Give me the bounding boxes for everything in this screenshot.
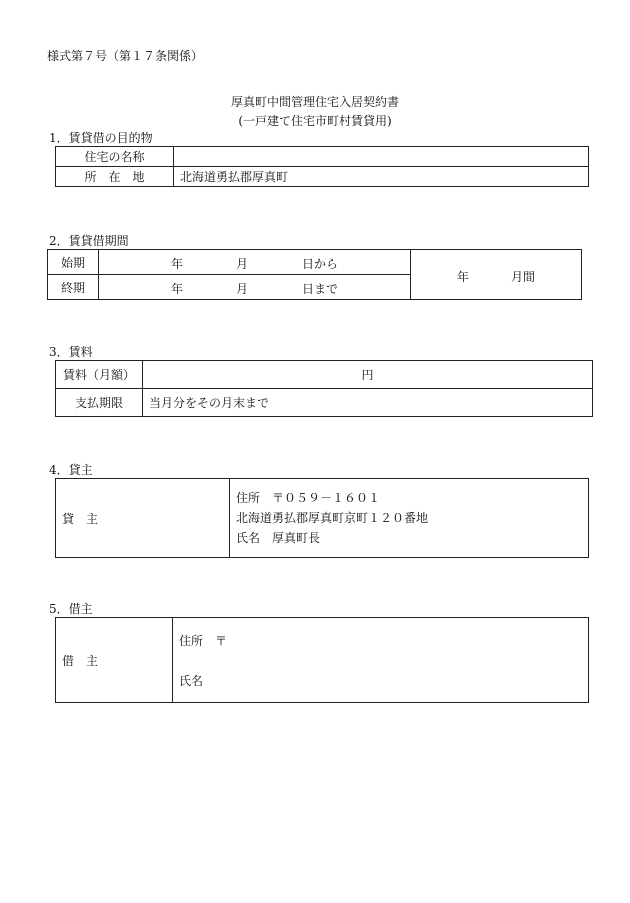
section5-heading: 5．借主 (49, 602, 93, 616)
duration-cell (411, 250, 582, 300)
table-row (56, 479, 589, 558)
table-row (56, 361, 593, 389)
lessee-address-line: 住所 〒 (179, 634, 228, 648)
document-title: 厚真町中間管理住宅入居契約書 (230, 95, 399, 109)
rent-label: 賃料（月額） (56, 361, 143, 389)
property-name-value (174, 147, 589, 167)
end-day-unit: 日まで (302, 282, 339, 296)
lessor-name: 氏名 厚真町長 (236, 531, 321, 545)
end-year-unit: 年 (171, 282, 184, 296)
lessor-address-line1: 住所 〒０５９－１６０１ (236, 491, 381, 505)
start-date-cell (99, 250, 411, 275)
duration-year-unit: 年 (457, 270, 470, 284)
lessee-table (55, 617, 589, 703)
table-row (56, 618, 589, 703)
due-value: 当月分をその月末まで (143, 389, 593, 417)
start-label: 始期 (48, 250, 99, 275)
table-row (56, 167, 589, 187)
lessee-details (173, 618, 589, 703)
lessee-name: 氏名 (179, 674, 204, 688)
duration-months-unit: 月間 (511, 270, 536, 284)
lessor-table (55, 478, 589, 558)
lessor-label: 貸 主 (56, 479, 230, 558)
section4-heading: 4．貸主 (49, 463, 93, 477)
form-number: 様式第７号（第１７条関係） (47, 49, 204, 63)
end-month-unit: 月 (236, 282, 249, 296)
lessor-details (230, 479, 589, 558)
lessee-label: 借 主 (56, 618, 173, 703)
location-value: 北海道勇払郡厚真町 (174, 167, 589, 187)
section2-heading: 2．賃貸借期間 (49, 234, 129, 248)
table-row (56, 389, 593, 417)
section1-heading: 1．賃貸借の目的物 (49, 131, 153, 145)
section3-heading: 3．賃料 (49, 345, 93, 359)
lessor-address-line2: 北海道勇払郡厚真町京町１２０番地 (236, 511, 429, 525)
end-label: 終期 (48, 275, 99, 300)
document-subtitle: (一戸建て住宅市町村賃貸用) (238, 114, 392, 128)
start-month-unit: 月 (236, 257, 249, 271)
rent-value: 円 (143, 361, 593, 389)
end-date-cell (99, 275, 411, 300)
location-label: 所 在 地 (56, 167, 174, 187)
due-label: 支払期限 (56, 389, 143, 417)
period-table (47, 249, 582, 300)
property-table (55, 146, 589, 187)
property-name-label: 住宅の名称 (56, 147, 174, 167)
table-row (56, 147, 589, 167)
rent-table (55, 360, 593, 417)
start-year-unit: 年 (171, 257, 184, 271)
table-row (48, 250, 582, 275)
start-day-unit: 日から (302, 257, 339, 271)
